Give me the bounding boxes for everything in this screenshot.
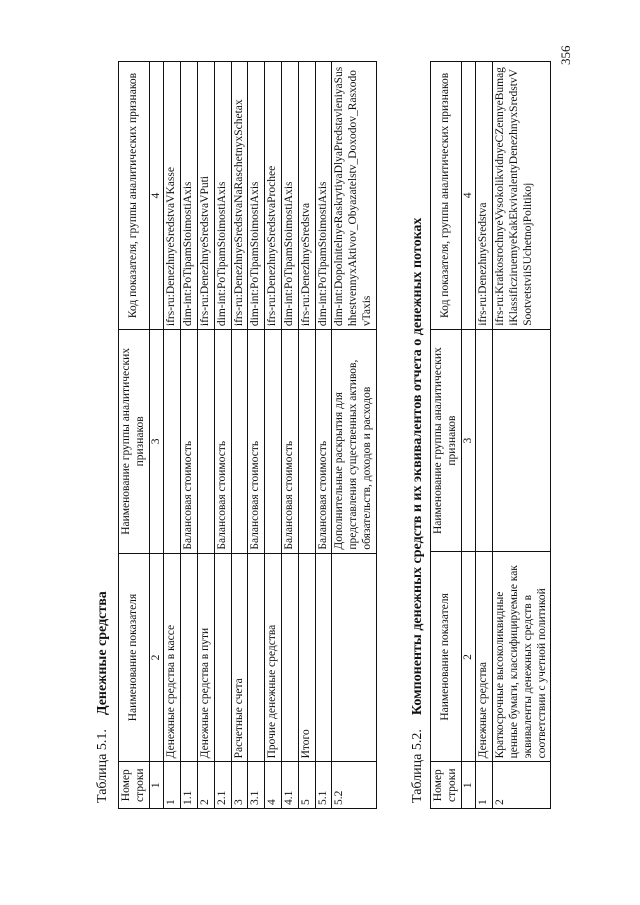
table-row xyxy=(164,62,181,809)
cash-components-table xyxy=(430,61,551,809)
table-row xyxy=(476,62,493,809)
row-number: 3.1 xyxy=(248,762,265,809)
table-row xyxy=(493,62,551,809)
page-number: 356 xyxy=(558,45,573,65)
table-row xyxy=(265,62,282,809)
group-name xyxy=(493,329,551,552)
table1-caption-title: Денежные средства xyxy=(95,591,110,716)
table2-caption xyxy=(410,218,426,803)
row-number: 3 xyxy=(231,762,248,809)
index-cell: 4 xyxy=(461,62,476,330)
indicator-name: Денежные средства в пути xyxy=(197,553,214,762)
indicator-name xyxy=(181,553,198,762)
indicator-name: Итого xyxy=(298,553,315,762)
indicator-name xyxy=(248,553,265,762)
group-name: Балансовая стоимость xyxy=(181,330,198,554)
index-cell: 1 xyxy=(149,762,164,809)
table1-caption-number: Таблица 5.1. xyxy=(95,729,110,803)
header-indicator-name: Наименование показателя xyxy=(431,552,462,762)
indicator-name: Денежные средства xyxy=(476,552,493,762)
cash-table xyxy=(118,61,377,809)
table1-caption xyxy=(95,591,111,803)
table-row xyxy=(315,62,332,809)
table-row xyxy=(214,62,231,809)
indicator-name xyxy=(332,553,376,762)
index-cell: 1 xyxy=(461,762,476,809)
indicator-code: dim-int:DopolnitelnyeRaskrytiyaDlyaPredstavleniyaSushhestvennyxAktivov_Obyazatelstv_Doxodov_RasxodovTaxis xyxy=(332,62,376,330)
row-number: 1 xyxy=(164,762,181,809)
index-cell: 2 xyxy=(461,552,476,762)
index-cell: 3 xyxy=(149,330,164,554)
row-number: 4.1 xyxy=(281,762,298,809)
indicator-code: dim-int:PoTipamStoimostiAxis xyxy=(181,62,198,330)
group-name: Балансовая стоимость xyxy=(248,330,265,554)
indicator-name: Денежные средства в кассе xyxy=(164,553,181,762)
index-cell: 3 xyxy=(461,329,476,552)
table-row xyxy=(332,62,376,809)
row-number: 2.1 xyxy=(214,762,231,809)
row-number: 5.1 xyxy=(315,762,332,809)
indicator-name xyxy=(281,553,298,762)
indicator-code: ifrs-ru:DenezhnyeSredstvaVKasse xyxy=(164,62,181,330)
group-name: Дополнительные раскрытия для представления существенных активов, обязательств, доходов и расходов xyxy=(332,330,376,554)
table-row xyxy=(231,62,248,809)
indicator-code: dim-int:PoTipamStoimostiAxis xyxy=(214,62,231,330)
row-number: 1.1 xyxy=(181,762,198,809)
indicator-name: Расчетные счета xyxy=(231,553,248,762)
indicator-name: Краткосрочные высоколиквидные ценные бумаги, классифицируемые как эквиваленты денежных средств в соответствии с учетной политикой xyxy=(493,552,551,762)
group-name xyxy=(265,330,282,554)
indicator-code: ifrs-ru:DenezhnyeSredstvaNaRaschetnyxSchetax xyxy=(231,62,248,330)
group-name xyxy=(231,330,248,554)
group-name xyxy=(164,330,181,554)
group-name xyxy=(476,329,493,552)
row-number: 5.2 xyxy=(332,762,376,809)
indicator-name: Прочие денежные средства xyxy=(265,553,282,762)
table2-index-row xyxy=(461,62,476,809)
header-code: Код показателя, группы аналитических признаков xyxy=(119,62,150,330)
group-name: Балансовая стоимость xyxy=(281,330,298,554)
header-code: Код показателя, группы аналитических признаков xyxy=(431,62,462,330)
row-number: 5 xyxy=(298,762,315,809)
indicator-code: ifrs-ru:DenezhnyeSredstvaProchee xyxy=(265,62,282,330)
table2-caption-title: Компоненты денежных средств и их эквивалентов отчета о денежных потоках xyxy=(410,217,425,716)
table-row xyxy=(248,62,265,809)
table2-caption-number: Таблица 5.2. xyxy=(410,729,425,803)
table1-header-row xyxy=(119,62,150,809)
indicator-name xyxy=(214,553,231,762)
indicator-code: ifrs-ru:DenezhnyeSredstva xyxy=(476,62,493,330)
group-name xyxy=(298,330,315,554)
header-group-name: Наименование группы аналитических признаков xyxy=(431,329,462,552)
group-name xyxy=(197,330,214,554)
header-row-number: Номер строки xyxy=(119,762,150,809)
indicator-code: dim-int:PoTipamStoimostiAxis xyxy=(248,62,265,330)
index-cell: 4 xyxy=(149,62,164,330)
indicator-code: ifrs-ru:KratkosrochnyeVysokolikvidnyeCZennyeBumagiKlassificziruemyeKakEkvivalentyDenezhnyxSredstvVSootvetstviiSUchetnojPolitikoj xyxy=(493,62,551,330)
group-name: Балансовая стоимость xyxy=(315,330,332,554)
index-cell: 2 xyxy=(149,553,164,762)
table2-header-row xyxy=(431,62,462,809)
table1-index-row xyxy=(149,62,164,809)
indicator-code: dim-int:PoTipamStoimostiAxis xyxy=(281,62,298,330)
row-number: 1 xyxy=(476,762,493,809)
row-number: 2 xyxy=(493,762,551,809)
table-row xyxy=(197,62,214,809)
table-row xyxy=(181,62,198,809)
table-row xyxy=(281,62,298,809)
indicator-code: ifrs-ru:DenezhnyeSredstvaVPuti xyxy=(197,62,214,330)
table-row xyxy=(298,62,315,809)
row-number: 4 xyxy=(265,762,282,809)
indicator-name xyxy=(315,553,332,762)
indicator-code: ifrs-ru:DenezhnyeSredstva xyxy=(298,62,315,330)
indicator-code: dim-int:PoTipamStoimostiAxis xyxy=(315,62,332,330)
header-indicator-name: Наименование показателя xyxy=(119,553,150,762)
row-number: 2 xyxy=(197,762,214,809)
header-row-number: Номер строки xyxy=(431,762,462,809)
group-name: Балансовая стоимость xyxy=(214,330,231,554)
header-group-name: Наименование группы аналитических признаков xyxy=(119,330,150,554)
